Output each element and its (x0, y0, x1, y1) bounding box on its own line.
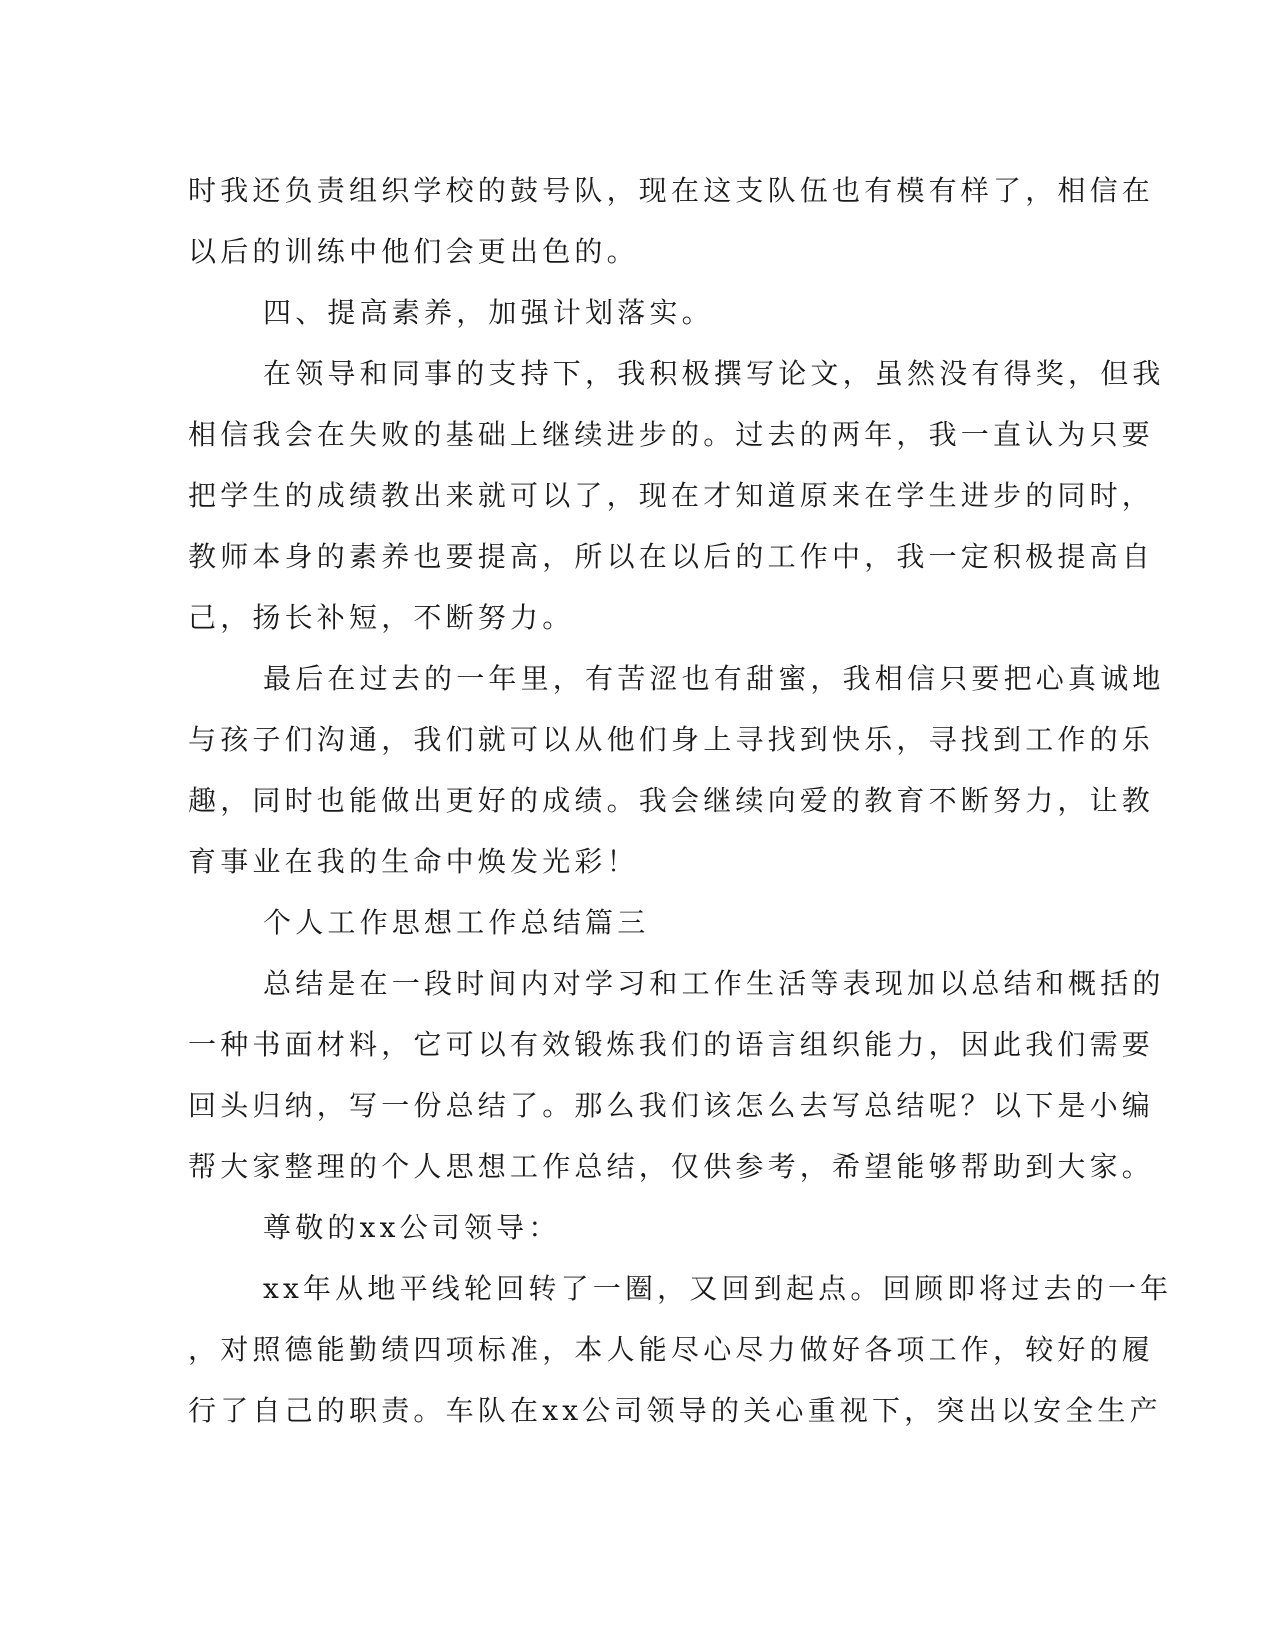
text-line: 总结是在一段时间内对学习和工作生活等表现加以总结和概括的 (263, 967, 1165, 1000)
text-line: xx年从地平线轮回转了一圈，又回到起点。回顾即将过去的一年 (263, 1272, 1173, 1305)
text-line: 时我还负责组织学校的鼓号队，现在这支队伍也有模有样了，相信在 (188, 174, 1155, 207)
text-line: 趣，同时也能做出更好的成绩。我会继续向爱的教育不断努力，让教 (188, 784, 1155, 817)
text-line: 育事业在我的生命中焕发光彩！ (188, 845, 639, 878)
article-title: 个人工作思想工作总结篇三 (263, 906, 650, 939)
text-line: 把学生的成绩教出来就可以了，现在才知道原来在学生进步的同时， (188, 479, 1155, 512)
section-heading: 四、提高素养，加强计划落实。 (263, 296, 714, 329)
text-line: 回头归纳，写一份总结了。那么我们该怎么去写总结呢？以下是小编 (188, 1089, 1155, 1122)
text-line: 行了自己的职责。车队在xx公司领导的关心重视下，突出以安全生产 (188, 1394, 1162, 1427)
text-line: 一种书面材料，它可以有效锻炼我们的语言组织能力，因此我们需要 (188, 1028, 1155, 1061)
text-line: 以后的训练中他们会更出色的。 (188, 235, 639, 268)
text-line: 己，扬长补短，不断努力。 (188, 601, 575, 634)
text-line: 帮大家整理的个人思想工作总结，仅供参考，希望能够帮助到大家。 (188, 1150, 1155, 1183)
salutation: 尊敬的xx公司领导： (263, 1211, 561, 1244)
document-body (188, 160, 1173, 1441)
text-line: 相信我会在失败的基础上继续进步的。过去的两年，我一直认为只要 (188, 418, 1155, 451)
text-line: ，对照德能勤绩四项标准，本人能尽心尽力做好各项工作，较好的履 (188, 1333, 1155, 1366)
text-line: 在领导和同事的支持下，我积极撰写论文，虽然没有得奖，但我 (263, 357, 1165, 390)
text-line: 教师本身的素养也要提高，所以在以后的工作中，我一定积极提高自 (188, 540, 1155, 573)
text-line: 最后在过去的一年里，有苦涩也有甜蜜，我相信只要把心真诚地 (263, 662, 1165, 695)
text-line: 与孩子们沟通，我们就可以从他们身上寻找到快乐，寻找到工作的乐 (188, 723, 1155, 756)
